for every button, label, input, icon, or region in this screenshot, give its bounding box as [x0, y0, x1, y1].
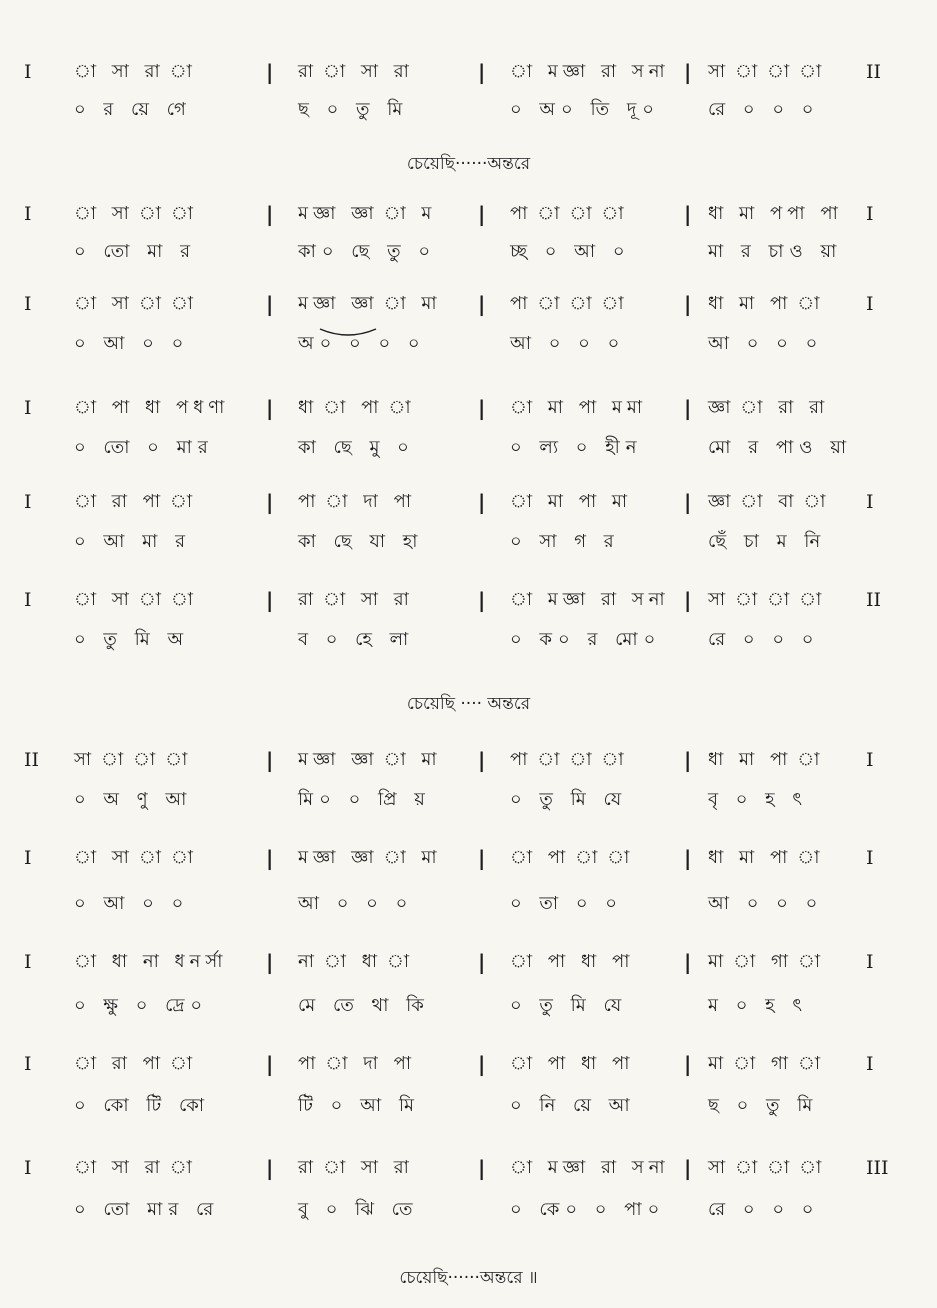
- note-group: মজ্ঞা জ্ঞা া মা: [298, 846, 442, 868]
- bar-line: |: [684, 950, 692, 974]
- lyric-group: ০ আ ০ ০: [74, 892, 190, 914]
- lyric-group: ছেঁ চা ম নি: [708, 530, 827, 552]
- note-group: া পা ধা পা: [510, 1052, 635, 1074]
- lyrics-line: [0, 430, 937, 466]
- row-start-mark: I: [24, 203, 32, 225]
- lyrics-line: [0, 524, 937, 560]
- bar-line: |: [684, 748, 692, 772]
- bar-line: |: [684, 60, 692, 84]
- row-start-mark: I: [24, 293, 32, 315]
- note-group: পা া া া: [510, 748, 629, 770]
- note-group: পা া া া: [510, 292, 629, 314]
- bar-line: |: [684, 588, 692, 612]
- lyrics-line: [0, 622, 937, 658]
- note-group: না া ধা া: [298, 950, 415, 972]
- note-group: পা া দা পা: [298, 490, 417, 512]
- lyrics-line: [0, 92, 937, 128]
- note-group: া পা ধা পধণা: [74, 396, 230, 418]
- lyric-group: কা ছে যা হা: [298, 530, 424, 552]
- lyric-group: রে ০ ০ ০: [708, 98, 820, 120]
- lyrics-line: [0, 782, 937, 818]
- refrain-text: চেয়েছি······অন্তরে ॥: [399, 1268, 538, 1288]
- note-group: া মা পা মা: [510, 490, 633, 512]
- note-group: া মা পা মমা: [510, 396, 648, 418]
- lyric-group: কা০ ছে তু ০: [298, 240, 437, 262]
- lyric-group: ছ ০ তু মি: [708, 1094, 819, 1116]
- lyric-group: মি০ ০ প্রি য়: [298, 788, 431, 810]
- notes-line: [0, 54, 937, 90]
- lyric-group: ০ তো মা র: [74, 240, 197, 262]
- note-group: া পা ধা পা: [510, 950, 635, 972]
- note-group: মজ্ঞা জ্ঞা া ম: [298, 202, 437, 224]
- row-end-mark: III: [866, 1157, 889, 1179]
- lyric-group: আ ০ ০ ০: [510, 332, 626, 354]
- row-end-mark: I: [866, 847, 874, 869]
- bar-line: |: [266, 1156, 274, 1180]
- bar-line: |: [478, 1156, 486, 1180]
- lyric-group: ০ ক০ র মো০: [510, 628, 662, 650]
- row-end-mark: I: [866, 1053, 874, 1075]
- lyric-group: ০ অ০ তি দূ০: [510, 98, 660, 120]
- lyric-group: বু ০ ঝি তে: [298, 1198, 419, 1220]
- note-group: জ্ঞা া রা রা: [708, 396, 830, 418]
- bar-line: |: [266, 60, 274, 84]
- bar-line: |: [478, 1052, 486, 1076]
- lyric-group: ০ আ মা র: [74, 530, 191, 552]
- bar-line: |: [478, 202, 486, 226]
- row-start-mark: I: [24, 397, 32, 419]
- note-group: পা া া া: [510, 202, 629, 224]
- bar-line: |: [684, 1156, 692, 1180]
- lyric-group: টি ০ আ মি: [298, 1094, 420, 1116]
- note-group: া সা রা া: [74, 60, 197, 82]
- row-end-mark: II: [866, 61, 882, 83]
- row-start-mark: I: [24, 589, 32, 611]
- note-group: ধা মা পপা পা: [708, 202, 843, 224]
- note-group: া মজ্ঞা রা সনা: [510, 588, 670, 610]
- note-group: ধা া পা া: [298, 396, 416, 418]
- notes-line: [0, 484, 937, 520]
- lyric-group: বৃ ০ হ ৎ: [708, 788, 808, 810]
- lyric-group: ০ তু মি যে: [510, 788, 628, 810]
- lyric-group: আ ০ ০ ০: [298, 892, 414, 914]
- lyric-group: ম ০ হ ৎ: [708, 994, 808, 1016]
- note-group: া সা া া: [74, 292, 199, 314]
- row-start-mark: I: [24, 1157, 32, 1179]
- note-group: ধা মা পা া: [708, 748, 825, 770]
- refrain-text: চেয়েছি ···· অন্তরে: [406, 694, 531, 714]
- note-group: রা া সা রা: [298, 588, 414, 610]
- bar-line: |: [266, 846, 274, 870]
- lyric-group: ০ তা ০ ০: [510, 892, 624, 914]
- bar-line: |: [684, 846, 692, 870]
- note-group: ধা মা পা া: [708, 846, 825, 868]
- lyric-group: রে ০ ০ ০: [708, 628, 820, 650]
- bar-line: |: [266, 588, 274, 612]
- bar-line: |: [266, 748, 274, 772]
- notes-line: [0, 582, 937, 618]
- bar-line: |: [266, 396, 274, 420]
- lyrics-line: [0, 1088, 937, 1124]
- lyric-group: ০ ক্ষু ০ দ্রে০: [74, 994, 209, 1016]
- lyric-group: ০ তো মার রে: [74, 1198, 220, 1220]
- note-group: া মজ্ঞা রা সনা: [510, 60, 670, 82]
- bar-line: |: [478, 846, 486, 870]
- bar-line: |: [478, 748, 486, 772]
- lyric-group: মে তে থা কি: [298, 994, 430, 1016]
- note-group: া সা া া: [74, 202, 199, 224]
- note-group: মা া গা া: [708, 950, 826, 972]
- note-group: মজ্ঞা জ্ঞা া মা: [298, 748, 442, 770]
- bar-line: |: [478, 292, 486, 316]
- note-group: সা া া া: [708, 60, 827, 82]
- notes-line: [0, 196, 937, 232]
- row-start-mark: I: [24, 491, 32, 513]
- note-group: া সা া া: [74, 588, 199, 610]
- bar-line: |: [266, 950, 274, 974]
- note-group: সা া া া: [74, 748, 193, 770]
- notes-line: [0, 1046, 937, 1082]
- note-group: া সা া া: [74, 846, 199, 868]
- note-group: া ধা না ধনর্সা: [74, 950, 228, 972]
- lyric-group: ০ আ ০ ০: [74, 332, 190, 354]
- notes-line: [0, 390, 937, 426]
- bar-line: |: [684, 1052, 692, 1076]
- note-group: জ্ঞা া বা া: [708, 490, 831, 512]
- lyrics-line: [0, 326, 937, 362]
- row-start-mark: II: [24, 749, 40, 771]
- notes-line: [0, 944, 937, 980]
- note-group: রা া সা রা: [298, 1156, 414, 1178]
- lyric-group: আ ০ ০ ০: [708, 892, 824, 914]
- lyric-group: রে ০ ০ ০: [708, 1198, 820, 1220]
- bar-line: |: [478, 950, 486, 974]
- bar-line: |: [478, 396, 486, 420]
- lyric-group: ব ০ হে লা: [298, 628, 415, 650]
- notes-line: [0, 286, 937, 322]
- row-end-mark: I: [866, 749, 874, 771]
- lyric-group: মো র পাও য়া: [708, 436, 853, 458]
- lyrics-line: [0, 234, 937, 270]
- lyric-group: আ ০ ০ ০: [708, 332, 824, 354]
- lyric-group: ০ তু মি যে: [510, 994, 628, 1016]
- note-group: া রা পা া: [74, 490, 198, 512]
- bar-line: |: [266, 292, 274, 316]
- bar-line: |: [684, 292, 692, 316]
- bar-line: |: [266, 1052, 274, 1076]
- lyric-group: ছ ০ তু মি: [298, 98, 409, 120]
- bar-line: |: [478, 588, 486, 612]
- lyrics-line: [0, 1192, 937, 1228]
- notes-line: [0, 1150, 937, 1186]
- note-group: া পা া া: [510, 846, 635, 868]
- note-group: পা া দা পা: [298, 1052, 417, 1074]
- row-end-mark: I: [866, 491, 874, 513]
- bar-line: |: [684, 490, 692, 514]
- lyric-group: চ্ছ ০ আ ০: [510, 240, 631, 262]
- row-end-mark: I: [866, 203, 874, 225]
- lyric-group: অ০ ০ ০ ০: [298, 332, 426, 354]
- note-group: মা া গা া: [708, 1052, 826, 1074]
- note-group: া মজ্ঞা রা সনা: [510, 1156, 670, 1178]
- lyric-group: ০ সা গ র: [510, 530, 620, 552]
- notes-line: [0, 840, 937, 876]
- bar-line: |: [478, 60, 486, 84]
- note-group: া রা পা া: [74, 1052, 198, 1074]
- slur-mark: [318, 327, 378, 341]
- row-start-mark: I: [24, 847, 32, 869]
- row-end-mark: I: [866, 293, 874, 315]
- bar-line: |: [684, 396, 692, 420]
- lyric-group: ০ কে০ ০ পা০: [510, 1198, 666, 1220]
- row-end-mark: I: [866, 951, 874, 973]
- lyric-group: ০ র য়ে গে: [74, 98, 192, 120]
- bar-line: |: [684, 202, 692, 226]
- lyric-group: ০ ল্য ০ হীন: [510, 436, 643, 458]
- lyric-group: ০ তু মি অ: [74, 628, 190, 650]
- lyrics-line: [0, 886, 937, 922]
- lyric-group: কা ছে মু ০: [298, 436, 415, 458]
- note-group: মজ্ঞা জ্ঞা া মা: [298, 292, 442, 314]
- note-group: া সা রা া: [74, 1156, 197, 1178]
- note-group: ধা মা পা া: [708, 292, 825, 314]
- lyrics-line: [0, 988, 937, 1024]
- bar-line: |: [478, 490, 486, 514]
- refrain-text: চেয়েছি······অন্তরে: [406, 154, 531, 174]
- bar-line: |: [266, 202, 274, 226]
- note-group: সা া া া: [708, 1156, 827, 1178]
- bar-line: |: [266, 490, 274, 514]
- note-group: সা া া া: [708, 588, 827, 610]
- row-start-mark: I: [24, 1053, 32, 1075]
- row-start-mark: I: [24, 61, 32, 83]
- note-group: রা া সা রা: [298, 60, 414, 82]
- row-start-mark: I: [24, 951, 32, 973]
- lyric-group: ০ কো টি কো: [74, 1094, 211, 1116]
- lyric-group: ০ তো ০ মার: [74, 436, 214, 458]
- lyric-group: ০ নি য়ে আ: [510, 1094, 636, 1116]
- lyric-group: ০ অ ণু আ: [74, 788, 193, 810]
- lyric-group: মা র চাও য়া: [708, 240, 843, 262]
- row-end-mark: II: [866, 589, 882, 611]
- notes-line: [0, 742, 937, 778]
